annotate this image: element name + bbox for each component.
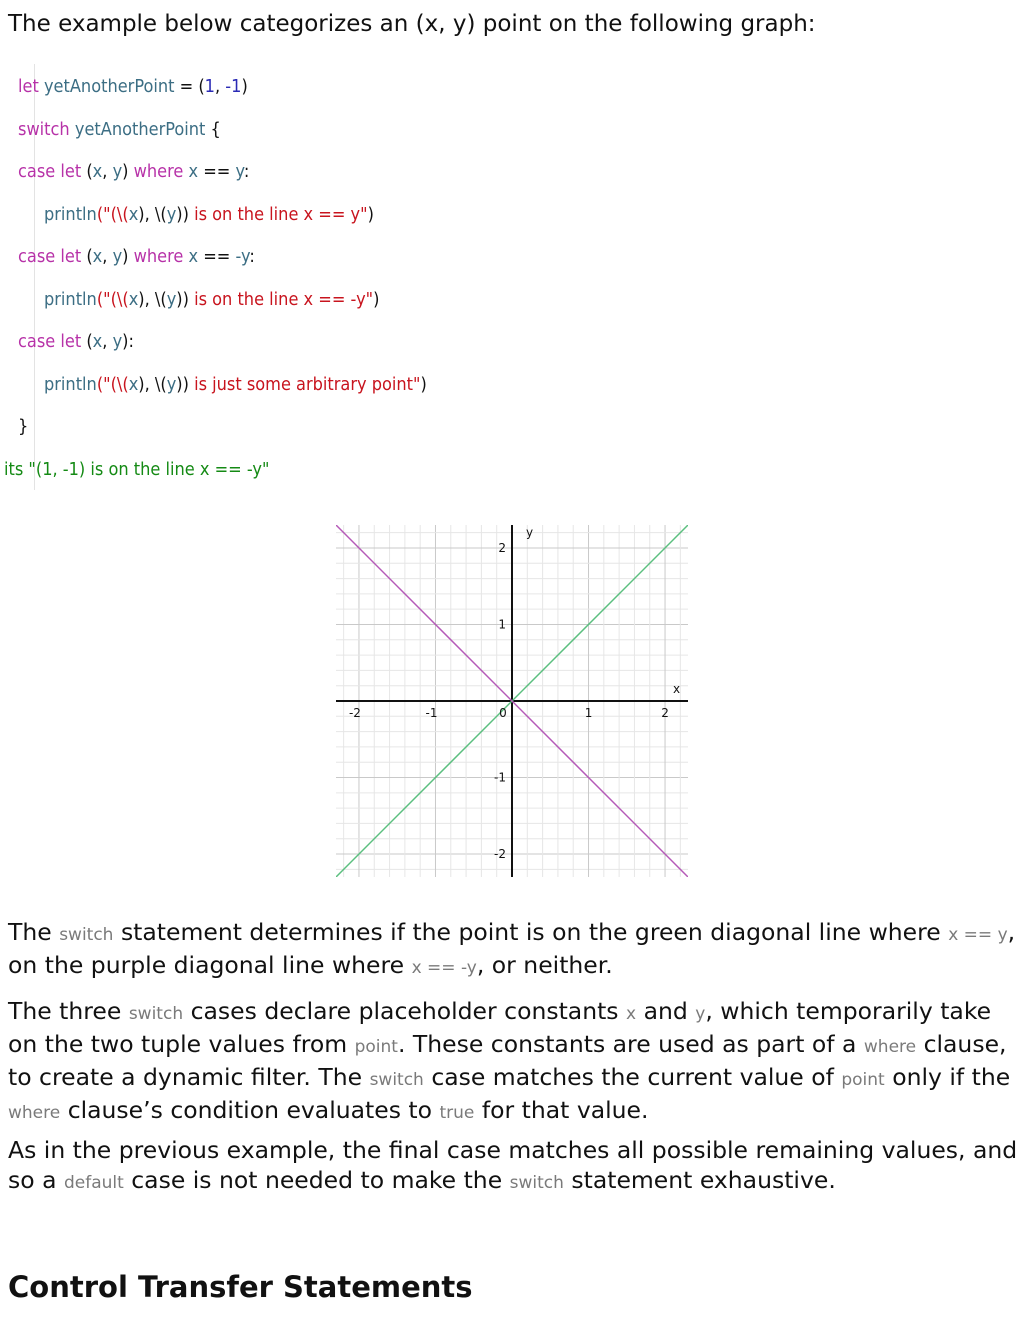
paragraph-2: The three switch cases declare placeholder constants x and y, which temporarily take on the two tuple values from point. These constants are used as part of a where clause, to create a dynamic filter. The switch case matches the current value of point only if the where clause’s condition evaluates to true for that value. (8, 997, 1011, 1124)
x-tick-label: 0 (499, 706, 507, 720)
intro-text: The example below categorizes an (x, y) point on the following graph: (8, 11, 816, 37)
y-axis-label: y (526, 525, 534, 540)
code-line-6: println("(\(x), \(y)) is on the line x == -y") (44, 289, 380, 310)
code-line-1: let yetAnotherPoint = (1, -1) (18, 76, 248, 97)
y-tick-label: -1 (494, 770, 506, 785)
x-tick-label: 2 (661, 706, 669, 720)
section-heading: Control Transfer Statements (8, 1270, 473, 1304)
y-tick-label: -2 (494, 847, 506, 862)
code-block (0, 64, 1024, 494)
code-line-2: switch yetAnotherPoint { (18, 119, 221, 140)
paragraph-1: The switch statement determines if the point is on the green diagonal line where x == y, on the purple diagonal line where x == -y, or neither. (8, 918, 1016, 979)
code-line-5: case let (x, y) where x == -y: (18, 246, 255, 267)
x-tick-label: -1 (425, 706, 438, 720)
paragraph-3: As in the previous example, the final case matches all possible remaining values, and so a default case is not needed to make the switch statement exhaustive. (8, 1136, 1018, 1194)
x-tick-label: 1 (584, 706, 593, 720)
code-line-9: } (18, 416, 29, 437)
code-line-4: println("(\(x), \(y)) is on the line x == y") (44, 204, 374, 225)
x-axis-label: x (672, 682, 681, 696)
code-line-7: case let (x, y): (18, 331, 134, 352)
y-tick-label: 1 (498, 617, 506, 632)
y-tick-label: 2 (498, 540, 506, 555)
diagonal-lines-graph (336, 525, 688, 877)
code-line-3: case let (x, y) where x == y: (18, 161, 250, 182)
x-tick-label: -2 (348, 706, 361, 720)
code-comment: its "(1, -1) is on the line x == -y" (4, 459, 270, 480)
code-line-8: println("(\(x), \(y)) is just some arbitrary point") (44, 374, 427, 395)
